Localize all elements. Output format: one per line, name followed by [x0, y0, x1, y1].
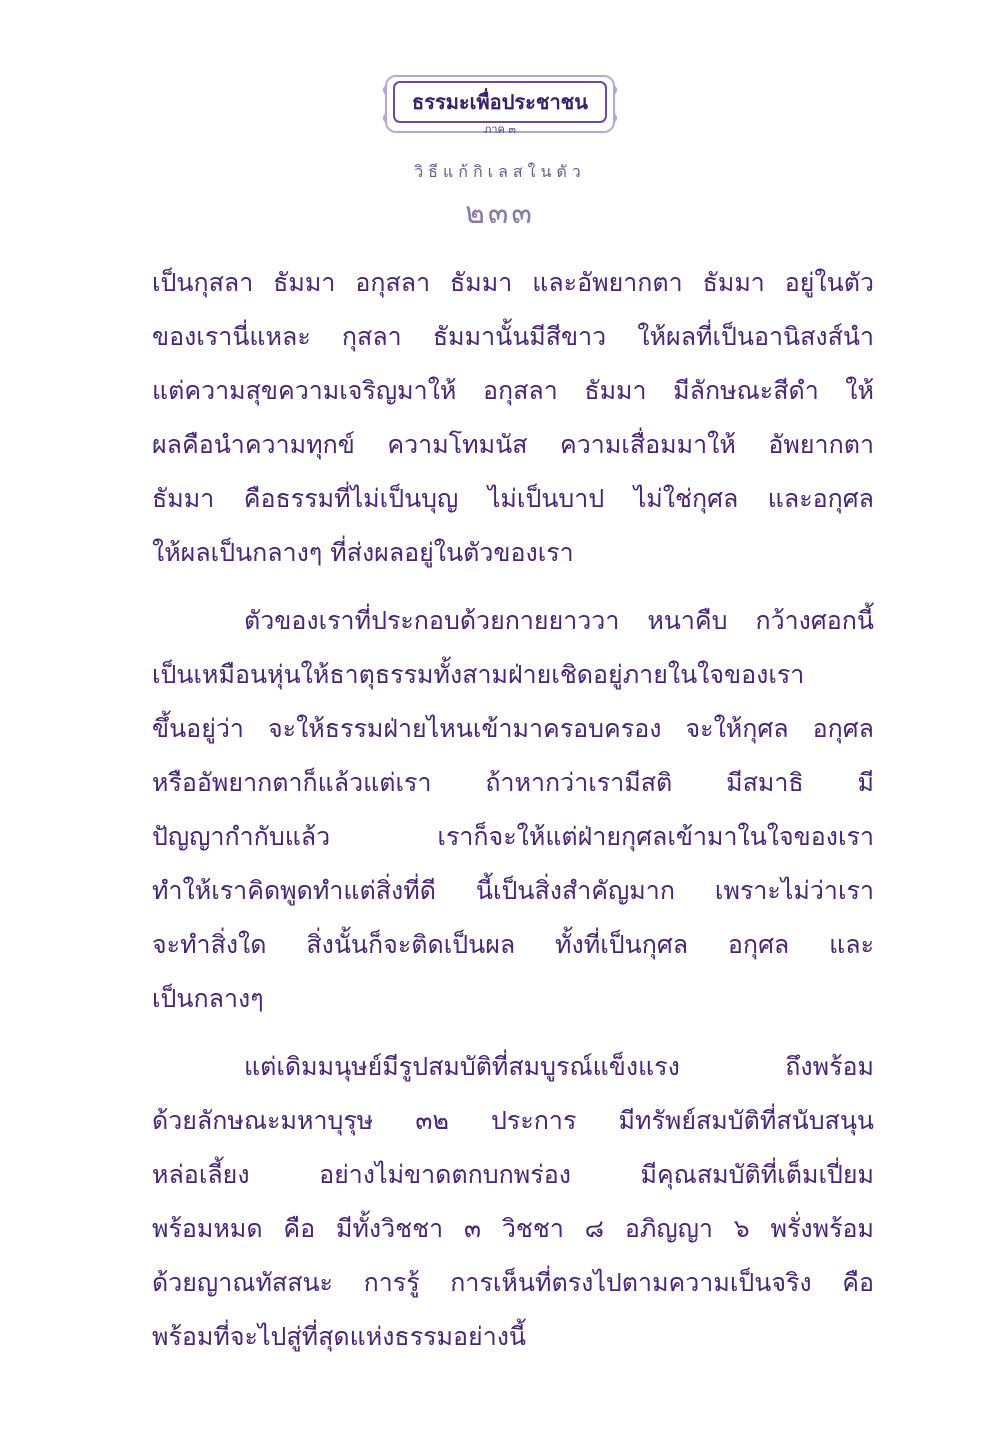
paragraph-3	[152, 1040, 874, 1364]
logo-subtitle: ภาค ๓	[484, 123, 516, 136]
logo-title: ธรรมะเพื่อประชาชน	[412, 90, 588, 114]
text-line: ธัมมา คือธรรมที่ไม่เป็นบุญ ไม่เป็นบาป ไม่ใช่กุศล และอกุศล	[152, 484, 874, 513]
text-line: ให้ผลเป็นกลางๆ ที่ส่งผลอยู่ในตัวของเรา	[152, 538, 574, 567]
paragraph-gap	[152, 580, 874, 594]
paragraph-2	[152, 594, 874, 1026]
paragraph-1	[152, 256, 874, 580]
body-text	[152, 256, 874, 1364]
text-line: เป็นกลางๆ	[152, 984, 264, 1013]
paragraph-gap	[152, 1026, 874, 1040]
text-line: ขึ้นอยู่ว่า จะให้ธรรมฝ่ายไหนเข้ามาครอบครอง จะให้กุศล อกุศล	[152, 714, 874, 743]
text-line: แต่เดิมมนุษย์มีรูปสมบัติที่สมบูรณ์แข็งแรง ถึงพร้อม	[244, 1052, 874, 1081]
text-line: หล่อเลี้ยง อย่างไม่ขาดตกบกพร่อง มีคุณสมบัติที่เต็มเปี่ยม	[152, 1160, 874, 1189]
text-line: ปัญญากำกับแล้ว เราก็จะให้แต่ฝ่ายกุศลเข้ามาในใจของเรา	[152, 822, 874, 851]
text-line: พร้อมหมด คือ มีทั้งวิชชา ๓ วิชชา ๘ อภิญญา ๖ พรั่งพร้อม	[152, 1214, 874, 1243]
book-logo	[380, 72, 620, 142]
text-line: จะทำสิ่งใด สิ่งนั้นก็จะติดเป็นผล ทั้งที่เป็นกุศล อกุศล และ	[152, 930, 874, 959]
text-line: เป็นเหมือนหุ่นให้ธาตุธรรมทั้งสามฝ่ายเชิดอยู่ภายในใจของเรา	[152, 660, 805, 689]
text-line: ทำให้เราคิดพูดทำแต่สิ่งที่ดี นี้เป็นสิ่งสำคัญมาก เพราะไม่ว่าเรา	[152, 876, 874, 905]
page-header	[0, 72, 1000, 146]
text-line: ด้วยญาณทัสสนะ การรู้ การเห็นที่ตรงไปตามความเป็นจริง คือ	[152, 1268, 874, 1297]
page-number: ๒๓๓	[465, 196, 535, 231]
text-line: แต่ความสุขความเจริญมาให้ อกุสลา ธัมมา มีลักษณะสีดำ ให้	[152, 376, 874, 405]
text-line: หรืออัพยากตาก็แล้วแต่เรา ถ้าหากว่าเรามีสติ มีสมาธิ มี	[152, 768, 874, 797]
chapter-title: วิธีแก้กิเลสในตัว	[414, 162, 586, 181]
text-line: ผลคือนำความทุกข์ ความโทมนัส ความเสื่อมมาให้ อัพยากตา	[152, 430, 874, 459]
text-line: ของเรานี่แหละ กุสลา ธัมมานั้นมีสีขาว ให้ผลที่เป็นอานิสงส์นำ	[152, 322, 874, 351]
text-line: ด้วยลักษณะมหาบุรุษ ๓๒ ประการ มีทรัพย์สมบัติที่สนับสนุน	[152, 1106, 874, 1135]
text-line: เป็นกุสลา ธัมมา อกุสลา ธัมมา และอัพยากตา ธัมมา อยู่ในตัว	[152, 268, 874, 297]
text-line: พร้อมที่จะไปสู่ที่สุดแห่งธรรมอย่างนี้	[152, 1322, 527, 1351]
text-line: ตัวของเราที่ประกอบด้วยกายยาววา หนาคืบ กว้างศอกนี้	[244, 606, 874, 635]
